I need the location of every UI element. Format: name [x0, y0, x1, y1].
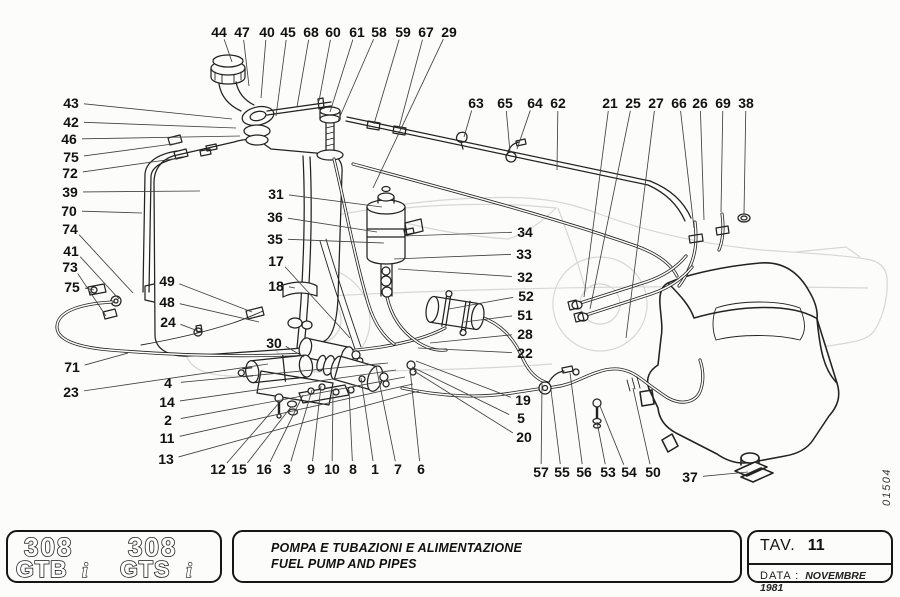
plate-number: 11 [807, 537, 825, 554]
callout-69: 69 [715, 95, 731, 111]
callout-15: 15 [231, 461, 247, 477]
callout-65: 65 [497, 95, 513, 111]
callout-48: 48 [159, 294, 175, 310]
callout-32: 32 [517, 269, 533, 285]
model-logos [8, 532, 220, 581]
leader-line-8 [349, 390, 352, 461]
callout-42: 42 [63, 114, 79, 130]
leader-line-25 [590, 111, 630, 309]
callout-4: 4 [164, 375, 172, 391]
callout-38: 38 [738, 95, 754, 111]
leader-line-69 [721, 111, 723, 212]
leader-line-40 [261, 40, 266, 98]
callout-19: 19 [515, 392, 531, 408]
callout-34: 34 [517, 224, 533, 240]
callout-20: 20 [516, 429, 532, 445]
callout-27: 27 [648, 95, 664, 111]
callout-5: 5 [517, 410, 525, 426]
callout-31: 31 [268, 186, 284, 202]
svg-text:i: i [186, 558, 192, 581]
callout-57: 57 [533, 464, 549, 480]
callout-10: 10 [324, 461, 340, 477]
title-english: FUEL PUMP AND PIPES [271, 557, 417, 571]
callout-33: 33 [516, 246, 532, 262]
leader-line-59 [374, 40, 399, 124]
plate-number-box [747, 530, 893, 594]
callout-61: 61 [349, 24, 365, 40]
callout-35: 35 [267, 231, 283, 247]
leader-line-38 [744, 111, 746, 214]
svg-text:GTS: GTS [120, 556, 171, 581]
callout-6: 6 [417, 461, 425, 477]
callout-41: 41 [63, 243, 79, 259]
callout-59: 59 [395, 24, 411, 40]
plate-row [749, 532, 891, 565]
callout-73: 73 [62, 259, 78, 275]
leader-line-64 [517, 110, 530, 149]
callout-52: 52 [518, 288, 534, 304]
callout-56: 56 [576, 464, 592, 480]
callout-12: 12 [210, 461, 226, 477]
leader-line-32 [398, 269, 512, 276]
callout-2: 2 [164, 412, 172, 428]
callout-49: 49 [159, 273, 175, 289]
callout-23: 23 [63, 384, 79, 400]
callout-53: 53 [600, 464, 616, 480]
leader-line-63 [464, 111, 472, 137]
callout-60: 60 [325, 24, 341, 40]
callout-75: 75 [63, 149, 79, 165]
fuel-damper [423, 288, 487, 339]
leader-line-34 [404, 232, 512, 236]
logo-308-gtbi [16, 532, 88, 581]
callout-43: 43 [63, 95, 79, 111]
leader-line-46 [82, 136, 240, 139]
leader-line-65 [506, 111, 510, 152]
callout-1: 1 [371, 461, 379, 477]
leader-line-20 [414, 371, 513, 433]
callout-58: 58 [371, 24, 387, 40]
callout-74: 74 [62, 221, 78, 237]
callout-72: 72 [62, 165, 78, 181]
leader-line-56 [570, 373, 582, 464]
callout-14: 14 [159, 394, 175, 410]
callout-55: 55 [554, 464, 570, 480]
callout-8: 8 [349, 461, 357, 477]
callout-21: 21 [602, 95, 618, 111]
leader-line-71 [85, 353, 128, 365]
leader-line-28 [430, 335, 512, 343]
leader-line-61 [330, 40, 353, 112]
leader-line-70 [82, 211, 142, 213]
callout-75: 75 [64, 279, 80, 295]
title-italian: POMPA E TUBAZIONI E ALIMENTAZIONE [271, 541, 523, 555]
leader-line-11 [180, 384, 413, 436]
callout-7: 7 [394, 461, 402, 477]
callout-17: 17 [268, 253, 284, 269]
leader-line-45 [276, 40, 286, 116]
leader-line-75 [85, 288, 94, 290]
document-number: 01504 [881, 467, 893, 507]
leader-line-55 [551, 390, 560, 464]
callout-45: 45 [280, 24, 296, 40]
callout-40: 40 [259, 24, 275, 40]
leader-line-43 [84, 104, 232, 119]
leader-line-67 [399, 40, 422, 128]
leader-line-60 [319, 40, 330, 101]
filler-cap-assembly [168, 55, 276, 159]
callout-46: 46 [61, 131, 77, 147]
svg-text:GTB: GTB [16, 556, 68, 581]
leader-line-26 [700, 111, 704, 220]
plate-label: TAV. [760, 537, 796, 554]
callout-18: 18 [268, 278, 284, 294]
leader-line-9 [313, 386, 321, 461]
leader-line-15 [247, 407, 291, 463]
callout-24: 24 [160, 314, 176, 330]
leader-line-57 [541, 384, 542, 464]
date-value: NOVEMBRE 1981 [760, 570, 866, 594]
callout-71: 71 [64, 359, 80, 375]
callout-9: 9 [307, 461, 315, 477]
leader-line-21 [584, 111, 608, 297]
callout-68: 68 [303, 24, 319, 40]
callout-50: 50 [645, 464, 661, 480]
logo-308-gtsi [120, 532, 192, 581]
date-row [749, 565, 891, 594]
leader-line-29 [373, 39, 443, 188]
leader-line-6 [410, 369, 420, 461]
callout-63: 63 [468, 95, 484, 111]
date-label: DATA : [760, 570, 800, 582]
callout-39: 39 [62, 184, 78, 200]
callout-62: 62 [550, 95, 566, 111]
model-badges-box [6, 530, 222, 583]
callout-51: 51 [517, 307, 533, 323]
leader-line-68 [297, 40, 309, 107]
callout-16: 16 [256, 461, 272, 477]
callout-13: 13 [158, 451, 174, 467]
svg-text:308: 308 [24, 532, 74, 562]
callout-67: 67 [418, 24, 434, 40]
callout-3: 3 [283, 461, 291, 477]
right-fuel-tank [640, 263, 839, 482]
callout-30: 30 [266, 335, 282, 351]
callout-22: 22 [517, 345, 533, 361]
callout-29: 29 [441, 24, 457, 40]
leader-line-16 [270, 395, 303, 462]
callout-25: 25 [625, 95, 641, 111]
callout-66: 66 [671, 95, 687, 111]
callout-44: 44 [211, 24, 227, 40]
drawing-title-box [232, 530, 742, 583]
callout-11: 11 [159, 430, 175, 446]
callout-70: 70 [61, 203, 77, 219]
callout-37: 37 [682, 469, 698, 485]
callout-28: 28 [517, 326, 533, 342]
callout-54: 54 [621, 464, 637, 480]
leader-line-33 [394, 254, 511, 259]
fuel-level-sender [317, 107, 343, 160]
callout-36: 36 [267, 209, 283, 225]
callout-47: 47 [234, 24, 250, 40]
callout-64: 64 [527, 95, 543, 111]
leader-line-42 [84, 122, 236, 128]
leader-line-23 [84, 364, 268, 391]
leader-line-53 [597, 422, 605, 464]
svg-text:308: 308 [128, 532, 178, 562]
svg-text:i: i [82, 558, 88, 581]
callout-26: 26 [692, 95, 708, 111]
leader-line-58 [338, 39, 374, 121]
